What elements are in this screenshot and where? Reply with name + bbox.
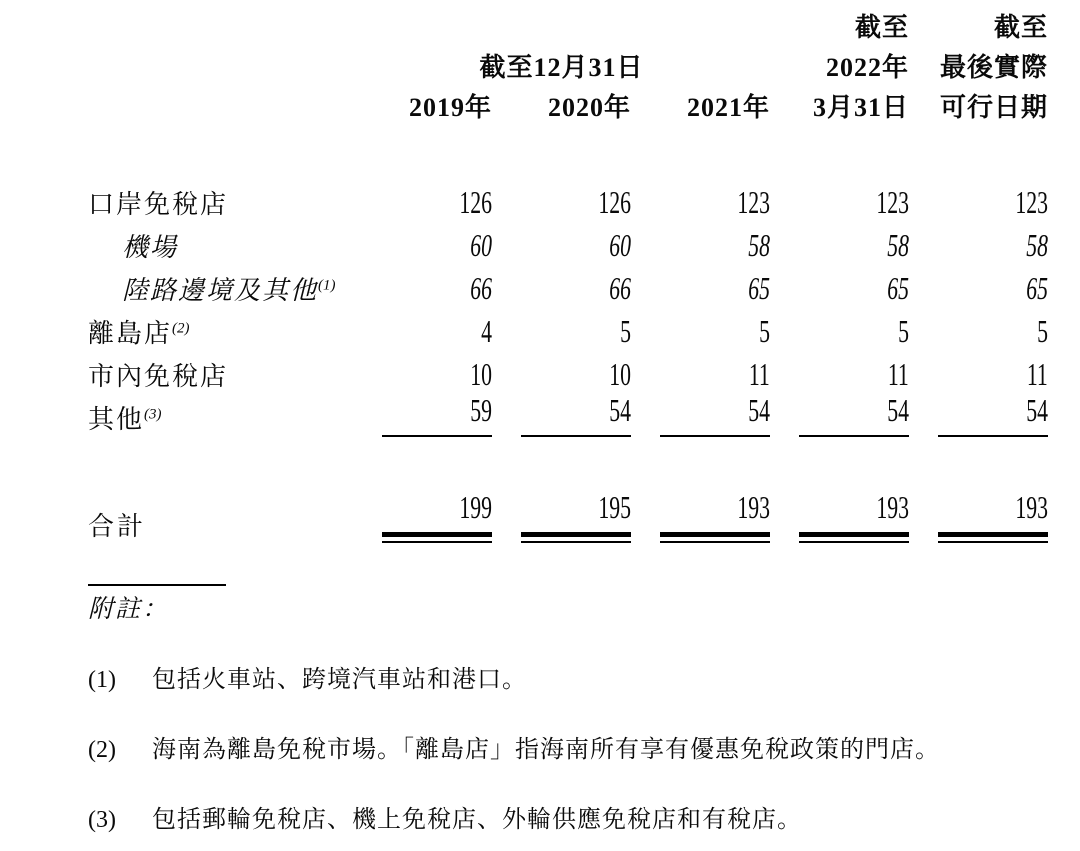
footnote-item-2 [88,734,1048,766]
total-double-rule [660,532,770,543]
cell-value: 126 [598,183,631,220]
footnote-divider [88,584,226,586]
table-row-land-border [88,264,1048,307]
header-asof-2022-bottom: 3月31日 [812,93,909,122]
header-row-2 [88,48,1048,88]
footnote-item-3 [88,804,1048,836]
footnote-item-1 [88,664,1048,696]
header-year-2019: 2019年 [408,93,492,122]
row-label: 其他$^{(3)}$ [88,405,162,434]
cell-value: 54 [909,393,1048,437]
row-label: 離島店$^{(2)}$ [88,318,190,348]
cell-value: 10 [609,355,631,392]
cell-value: 10 [470,355,492,392]
cell-value: 123 [1015,183,1048,220]
header-asof-2022-mid: 2022年 [825,53,909,82]
total-value: 193 [770,487,909,543]
footnote-marker: (1) [88,667,116,693]
cell-value: 65 [887,269,909,306]
cell-value: 5 [1037,312,1048,349]
cell-value: 11 [1027,355,1048,392]
footnote-text: 海南為離島免稅市場。「離島店」指海南所有享有優惠免稅政策的門店。 [152,737,940,763]
header-empty [353,8,770,48]
store-count-table [88,8,1048,543]
header-group-dec31: 截至12月31日 [479,53,644,82]
total-double-rule [938,532,1048,543]
row-label: 陸路邊境及其他$^{(1)}$ [122,275,336,305]
cell-value: 59 [353,393,492,437]
row-label: 機場 [122,232,179,262]
header-asof-2022-top: 截至 [854,13,909,42]
footnote-text: 包括郵輪免稅店、機上免稅店、外輪供應免稅店和有稅店。 [152,807,802,833]
cell-value: 54 [492,393,631,437]
cell-value: 54 [631,393,770,437]
footnote-marker: (3) [88,807,116,833]
footnote-marker: (2) [88,737,116,763]
cell-value: 5 [620,312,631,349]
cell-value: 58 [748,226,770,263]
total-value: 193 [631,487,770,543]
row-label: 口岸免稅店 [88,189,229,219]
cell-value: 5 [759,312,770,349]
total-double-rule [521,532,631,543]
total-value: 199 [353,487,492,543]
cell-value: 58 [887,226,909,263]
table-row-others [88,393,1048,437]
header-empty [88,88,353,128]
cell-value: 126 [459,183,492,220]
header-row-3 [88,88,1048,128]
table-row-offshore-shops [88,307,1048,350]
header-year-2020: 2020年 [547,93,631,122]
table-row-total [88,487,1048,543]
total-value: 195 [492,487,631,543]
spacer-row [88,437,1048,487]
table-row-downtown-shops [88,350,1048,393]
footnotes-section [88,584,1048,836]
footnote-ref-2: (2) [172,319,190,336]
cell-value: 66 [470,269,492,306]
cell-value: 65 [748,269,770,306]
table-row-port-shops [88,178,1048,221]
footnote-ref-3: (3) [144,406,162,423]
footnote-ref-1: (1) [318,276,336,293]
header-asof-latest-mid: 最後實際 [939,53,1048,82]
table-row-airport [88,221,1048,264]
total-value: 193 [909,487,1048,543]
header-row-1 [88,8,1048,48]
header-year-2021: 2021年 [686,93,770,122]
cell-value: 66 [609,269,631,306]
cell-value: 11 [888,355,909,392]
header-empty [88,48,353,88]
cell-value: 65 [1026,269,1048,306]
total-double-rule [382,532,492,543]
row-label: 市內免稅店 [88,361,229,391]
cell-value: 5 [898,312,909,349]
footnote-text: 包括火車站、跨境汽車站和港口。 [152,667,527,693]
spacer-row [88,128,1048,178]
cell-value: 58 [1026,226,1048,263]
cell-value: 123 [737,183,770,220]
header-asof-latest-top: 截至 [993,13,1048,42]
header-empty [88,8,353,48]
total-label: 合計 [88,511,147,541]
cell-value: 11 [749,355,770,392]
cell-value: 4 [481,312,492,349]
header-asof-latest-bottom: 可行日期 [939,93,1048,122]
cell-value: 123 [876,183,909,220]
cell-value: 60 [609,226,631,263]
cell-value: 60 [470,226,492,263]
footnotes-title: 附註： [88,596,170,623]
cell-value: 54 [770,393,909,437]
total-double-rule [799,532,909,543]
